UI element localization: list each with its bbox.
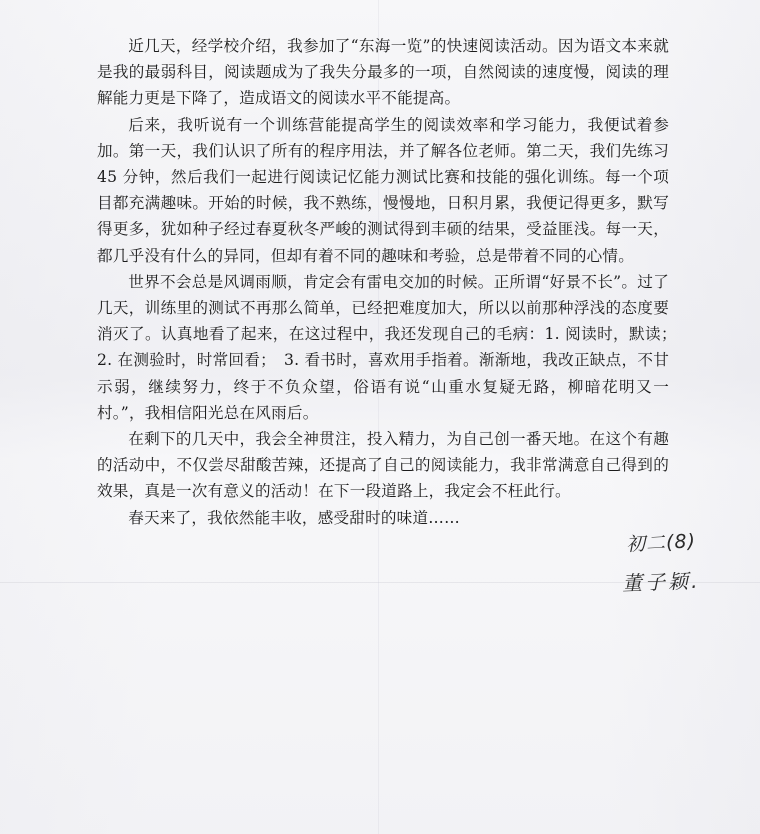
signature-name: 董子颖. — [621, 568, 701, 596]
essay-paragraph-3: 世界不会总是风调雨顺，肯定会有雷电交加的时候。正所谓“好景不长”。过了几天，训练里的测试不再那么简单，已经把难度加大，所以以前那种浮浅的态度要消灭了。认真地看了起来，在这过程中，我还发现自己的毛病：1. 阅读时，默读； 2. 在测验时，时常回看； 3. 看书时，喜欢用手指着。渐渐地，我改正缺点，不甘示弱，继续努力，终于不负众望，俗语有说“山重水复疑无路，柳暗花明又一村。”，我相信阳光总在风雨后。 — [97, 272, 685, 422]
essay-body — [97, 33, 685, 531]
essay-paragraph-4: 在剩下的几天中，我会全神贯注，投入精力，为自己创一番天地。在这个有趣的活动中，不仅尝尽甜酸苦辣，还提高了自己的阅读能力，我非常满意自己得到的效果，真是一次有意义的活动！在下一段道路上，我定会不枉此行。 — [97, 430, 669, 501]
essay-paragraph-1: 近几天，经学校介绍，我参加了“东海一览”的快速阅读活动。因为语文本来就是我的最弱科目，阅读题成为了我失分最多的一项，自然阅读的速度慢，阅读的理解能力更是下降了，造成语文的阅读水平不能提高。 — [97, 37, 669, 108]
handwritten-signature — [621, 528, 736, 608]
essay-paragraph-2: 后来，我听说有一个训练营能提高学生的阅读效率和学习能力，我便试着参加。第一天，我们认识了所有的程序用法，并了解各位老师。第二天，我们先练习 45 分钟，然后我们一起进行阅读记忆能力测试比赛和技能的强化训练。每一个项目都充满趣味。开始的时候，我不熟练，慢慢地，日积月累，我便记得更多，默写得更多，犹如种子经过春夏秋冬严峻的测试得到丰硕的结果，受益匪浅。每一天，都几乎没有什么的异同，但却有着不同的趣味和考验，总是带着不同的心情。 — [97, 115, 669, 265]
essay-paragraph-5: 春天来了，我依然能丰收，感受甜时的味道…… — [128, 508, 460, 527]
signature-class-label: 初二(8) — [625, 530, 697, 556]
